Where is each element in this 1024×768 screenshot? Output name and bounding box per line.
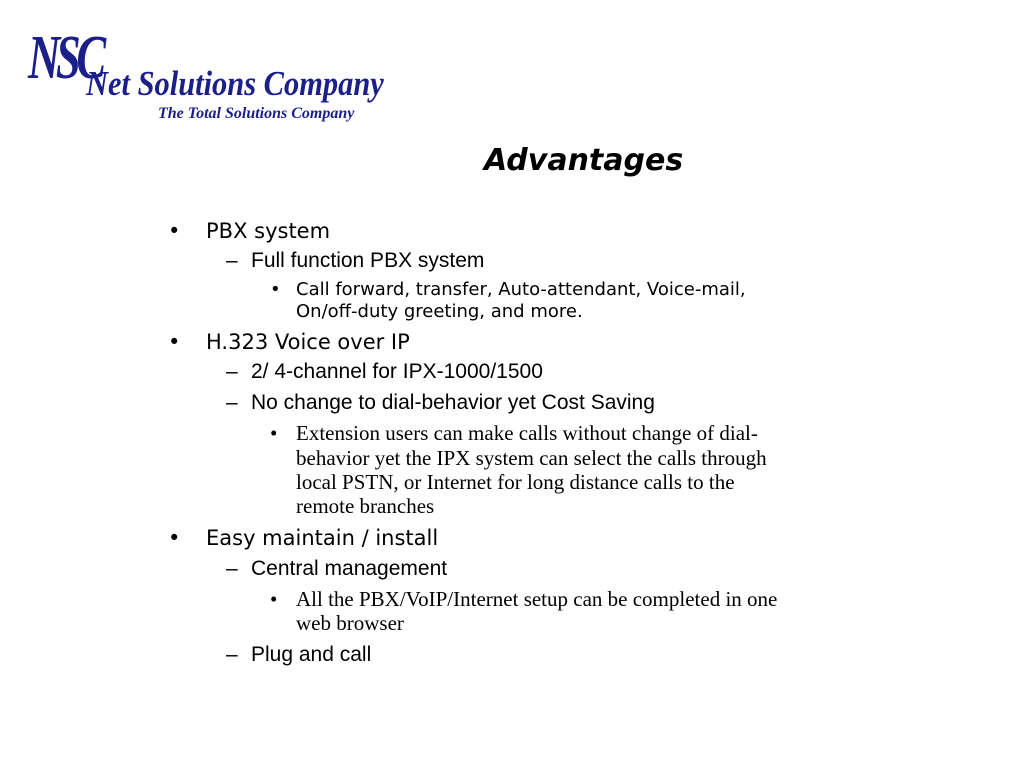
logo-mark: NSC bbox=[28, 24, 102, 92]
detail-web-setup-line2: web browser bbox=[296, 611, 404, 635]
slide-title: Advantages bbox=[484, 143, 684, 178]
logo-tagline: The Total Solutions Company bbox=[158, 105, 355, 122]
bullet-pbx-system: PBX system bbox=[206, 219, 331, 243]
detail-cost-saving-line4: remote branches bbox=[296, 494, 435, 518]
bullet-voip: H.323 Voice over IP bbox=[206, 330, 410, 354]
detail-pbx-features-line2: On/off-duty greeting, and more. bbox=[296, 301, 583, 322]
bullet-icon: • bbox=[168, 219, 181, 243]
company-logo bbox=[28, 22, 448, 122]
detail-cost-saving-line2: behavior yet the IPX system can select the calls through bbox=[296, 446, 767, 470]
sub-item-channels: 2/ 4-channel for IPX-1000/1500 bbox=[251, 360, 543, 383]
detail-pbx-features-line1: Call forward, transfer, Auto-attendant, Voice-mail, bbox=[296, 279, 746, 300]
sub-item-full-function: Full function PBX system bbox=[251, 249, 485, 272]
detail-cost-saving-line1: Extension users can make calls without change of dial- bbox=[296, 421, 758, 445]
logo-company-name: Net Solutions Company bbox=[86, 64, 384, 103]
dash-icon: – bbox=[226, 557, 238, 580]
dash-icon: – bbox=[226, 249, 238, 272]
dash-icon: – bbox=[226, 643, 238, 666]
detail-web-setup-line1: All the PBX/VoIP/Internet setup can be completed in one bbox=[296, 587, 778, 611]
bullet-icon: • bbox=[270, 421, 278, 445]
sub-item-plug-and-call: Plug and call bbox=[251, 643, 372, 666]
bullet-icon: • bbox=[168, 526, 181, 550]
sub-item-central-management: Central management bbox=[251, 557, 448, 580]
dash-icon: – bbox=[226, 360, 238, 383]
sub-item-cost-saving: No change to dial-behavior yet Cost Saving bbox=[251, 391, 655, 414]
bullet-icon: • bbox=[270, 587, 278, 611]
dash-icon: – bbox=[226, 391, 238, 414]
detail-cost-saving-line3: local PSTN, or Internet for long distance calls to the bbox=[296, 470, 735, 494]
bullet-icon: • bbox=[168, 330, 181, 354]
bullet-easy-maintain: Easy maintain / install bbox=[206, 526, 439, 550]
bullet-icon: • bbox=[270, 279, 281, 300]
